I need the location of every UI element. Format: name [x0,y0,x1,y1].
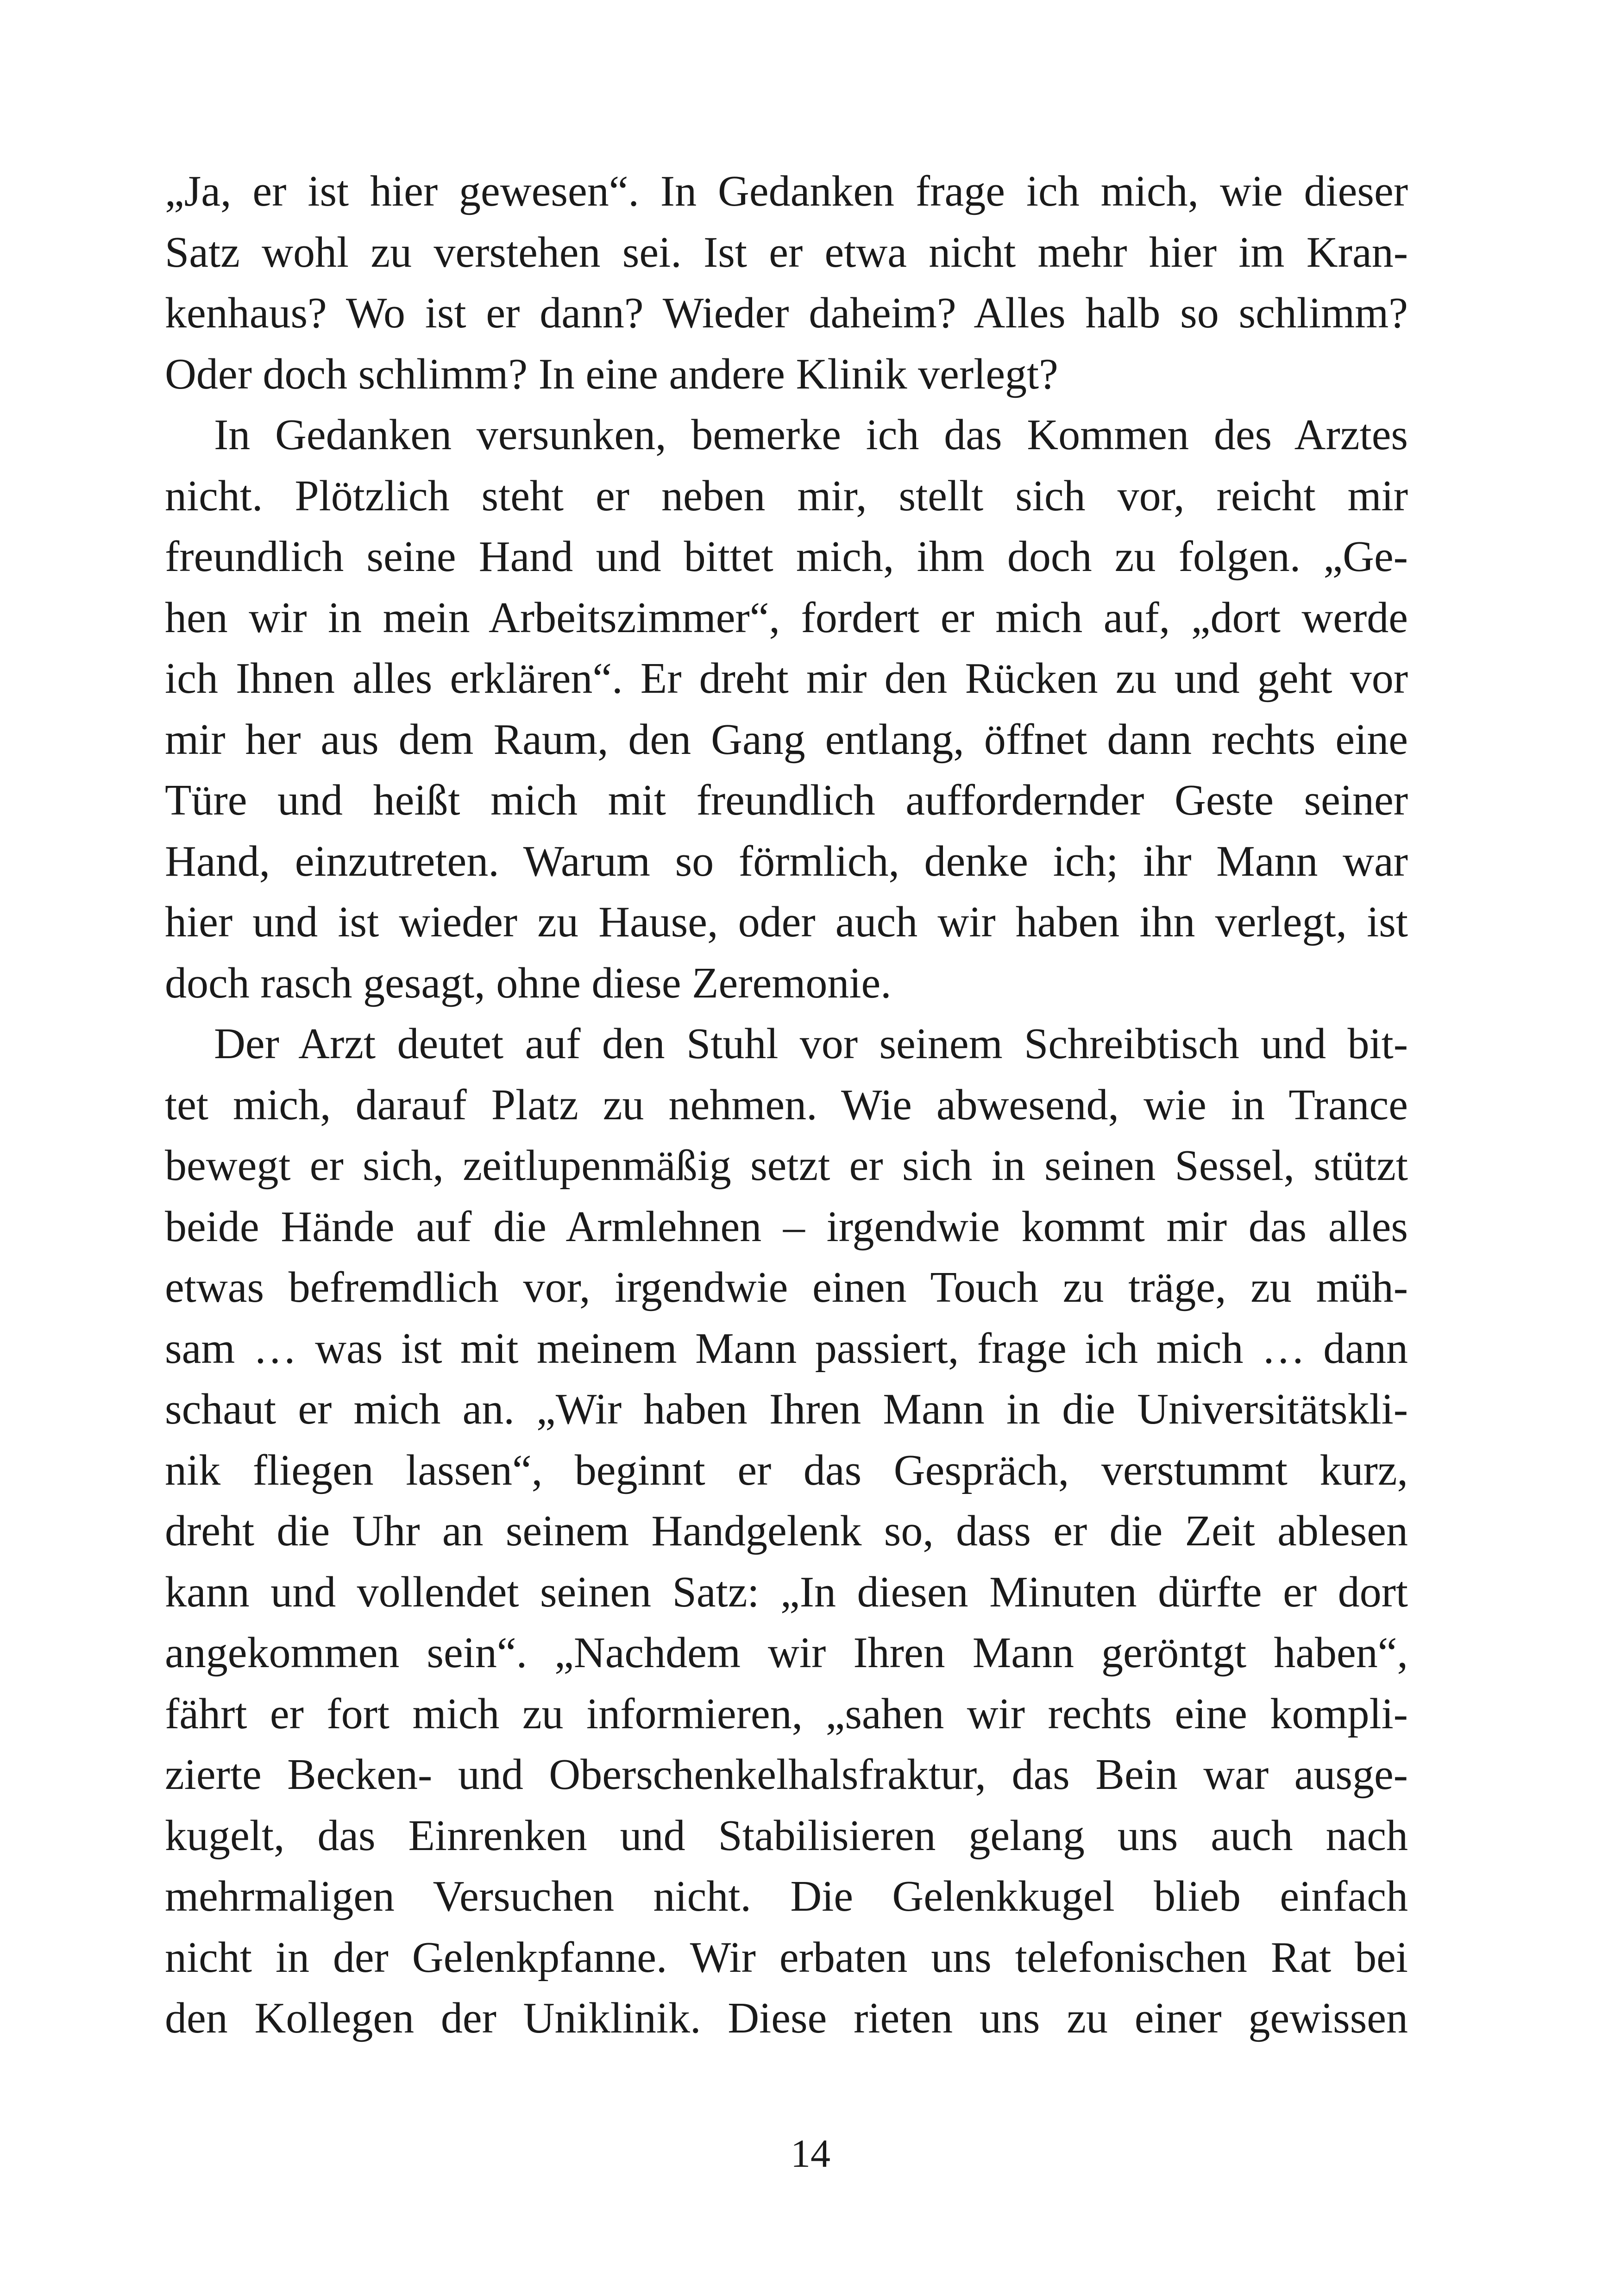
text-line: nicht in der Gelenkpfanne. Wir erbaten uns telefonischen Rat bei [165,1933,1408,1982]
text-line: hen wir in mein Arbeitszimmer“, fordert er mich auf, „dort werde [165,593,1408,642]
text-line: tet mich, darauf Platz zu nehmen. Wie abwesend, wie in Trance [165,1080,1408,1129]
text-line: mehrmaligen Versuchen nicht. Die Gelenkkugel blieb einfach [165,1872,1408,1920]
text-line: den Kollegen der Uniklinik. Diese rieten uns zu einer gewissen [165,1994,1408,2042]
text-line: In Gedanken versunken, bemerke ich das Kommen des Arztes [214,411,1408,459]
text-line: Satz wohl zu verstehen sei. Ist er etwa nicht mehr hier im Kran- [165,228,1408,276]
text-line: angekommen sein“. „Nachdem wir Ihren Mann geröntgt haben“, [165,1629,1408,1677]
text-line: mir her aus dem Raum, den Gang entlang, öffnet dann rechts eine [165,715,1408,764]
text-line: dreht die Uhr an seinem Handgelenk so, dass er die Zeit ablesen [165,1507,1408,1555]
text-line: etwas befremdlich vor, irgendwie einen Touch zu träge, zu müh- [165,1263,1408,1311]
paragraph [165,1014,1408,2049]
text-line: hier und ist wieder zu Hause, oder auch wir haben ihn verlegt, ist [165,898,1408,946]
text-line: Der Arzt deutet auf den Stuhl vor seinem Schreibtisch und bit- [214,1020,1408,1068]
text-line: schaut er mich an. „Wir haben Ihren Mann in die Universitätskli- [165,1385,1408,1433]
text-line: sam … was ist mit meinem Mann passiert, frage ich mich … dann [165,1324,1408,1373]
text-line: fährt er fort mich zu informieren, „sahen wir rechts eine kompli- [165,1689,1408,1738]
paragraph [165,161,1408,405]
text-line: Hand, einzutreten. Warum so förmlich, denke ich; ihr Mann war [165,837,1408,885]
text-line: beide Hände auf die Armlehnen – irgendwie kommt mir das alles [165,1202,1408,1251]
text-line: „Ja, er ist hier gewesen“. In Gedanken frage ich mich, wie dieser [165,167,1408,215]
paragraph [165,405,1408,1014]
text-line: Oder doch schlimm? In eine andere Klinik verlegt? [165,350,1058,398]
text-line: zierte Becken- und Oberschenkelhalsfraktur, das Bein war ausge- [165,1750,1408,1799]
page-number: 14 [791,2131,830,2176]
text-line: kugelt, das Einrenken und Stabilisieren gelang uns auch nach [165,1811,1408,1860]
text-line: Türe und heißt mich mit freundlich auffordernder Geste seiner [165,776,1408,824]
text-line: kann und vollendet seinen Satz: „In diesen Minuten dürfte er dort [165,1568,1408,1616]
text-line: bewegt er sich, zeitlupenmäßig setzt er sich in seinen Sessel, stützt [165,1142,1408,1190]
text-line: ich Ihnen alles erklären“. Er dreht mir den Rücken zu und geht vor [165,654,1408,703]
text-line: freundlich seine Hand und bittet mich, ihm doch zu folgen. „Ge- [165,533,1408,581]
text-line: nik fliegen lassen“, beginnt er das Gespräch, verstummt kurz, [165,1446,1408,1494]
body-text [165,161,1408,2049]
text-line: nicht. Plötzlich steht er neben mir, stellt sich vor, reicht mir [165,471,1408,520]
text-line: doch rasch gesagt, ohne diese Zeremonie. [165,959,892,1007]
text-line: kenhaus? Wo ist er dann? Wieder daheim? Alles halb so schlimm? [165,289,1408,337]
